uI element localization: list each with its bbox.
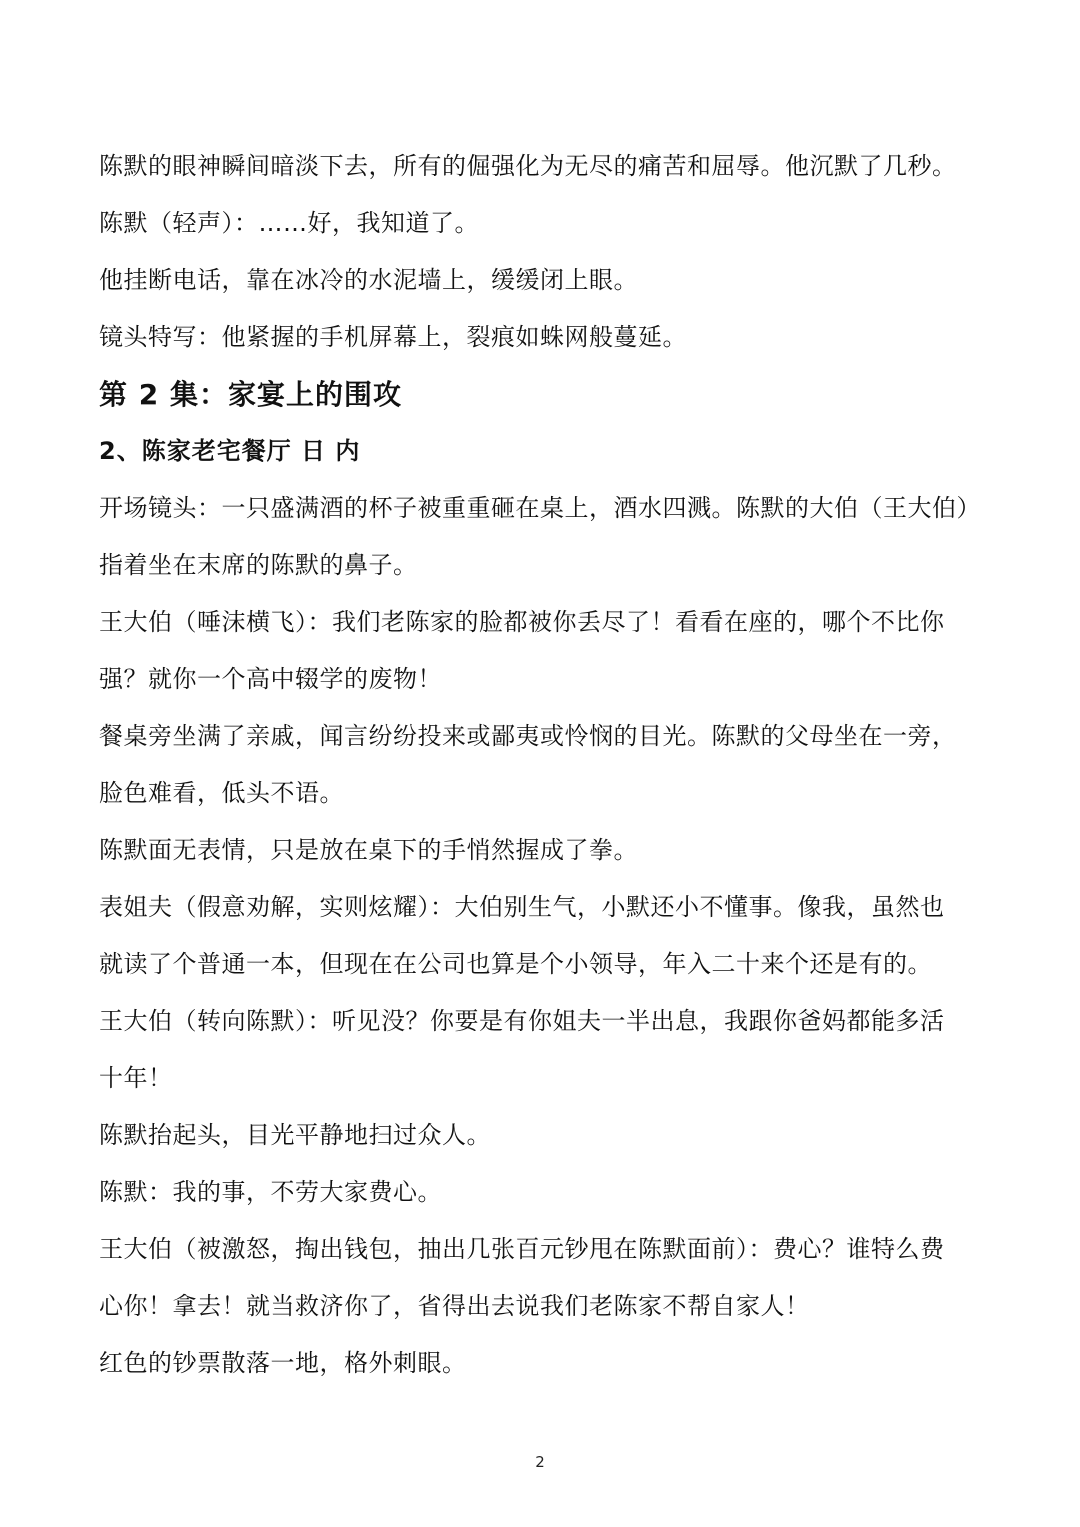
paragraph-line: 表姐夫（假意劝解，实则炫耀）：大伯别生气，小默还小不懂事。像我，虽然也 <box>99 893 945 921</box>
paragraph-line: 十年！ <box>99 1064 173 1092</box>
paragraph-line: 开场镜头：一只盛满酒的杯子被重重砸在桌上，酒水四溅。陈默的大伯（王大伯） <box>99 494 981 522</box>
paragraph-line: 陈默面无表情，只是放在桌下的手悄然握成了拳。 <box>99 836 638 864</box>
document-body <box>99 138 989 1392</box>
paragraph-line: 他挂断电话，靠在冰冷的水泥墙上，缓缓闭上眼。 <box>99 266 638 294</box>
paragraph-line: 陈默的眼神瞬间暗淡下去，所有的倔强化为无尽的痛苦和屈辱。他沉默了几秒。 <box>99 152 957 180</box>
scene-heading: 2、陈家老宅餐厅 日 内 <box>99 437 361 465</box>
episode-title: 第 2 集：家宴上的围攻 <box>99 378 402 411</box>
paragraph-line: 心你！拿去！就当救济你了，省得出去说我们老陈家不帮自家人！ <box>99 1292 810 1320</box>
page-number: 2 <box>535 1453 545 1471</box>
paragraph-line: 指着坐在末席的陈默的鼻子。 <box>99 551 418 579</box>
paragraph-line: 王大伯（唾沫横飞）：我们老陈家的脸都被你丢尽了！看看在座的，哪个不比你 <box>99 608 945 636</box>
paragraph-line: 王大伯（转向陈默）：听见没？你要是有你姐夫一半出息，我跟你爸妈都能多活 <box>99 1007 945 1035</box>
paragraph-line: 王大伯（被激怒，掏出钱包，抽出几张百元钞甩在陈默面前）：费心？谁特么费 <box>99 1235 945 1263</box>
paragraph-line: 餐桌旁坐满了亲戚，闻言纷纷投来或鄙夷或怜悯的目光。陈默的父母坐在一旁， <box>99 722 957 750</box>
paragraph-line: 陈默抬起头，目光平静地扫过众人。 <box>99 1121 491 1149</box>
paragraph-line: 就读了个普通一本，但现在在公司也算是个小领导，年入二十来个还是有的。 <box>99 950 932 978</box>
paragraph-line: 脸色难看，低头不语。 <box>99 779 344 807</box>
paragraph-line: 红色的钞票散落一地，格外刺眼。 <box>99 1349 467 1377</box>
paragraph-line: 镜头特写：他紧握的手机屏幕上，裂痕如蛛网般蔓延。 <box>99 323 687 351</box>
paragraph-line: 陈默：我的事，不劳大家费心。 <box>99 1178 442 1206</box>
paragraph-line: 强？就你一个高中辍学的废物！ <box>99 665 442 693</box>
paragraph-line: 陈默（轻声）：……好，我知道了。 <box>99 209 479 237</box>
